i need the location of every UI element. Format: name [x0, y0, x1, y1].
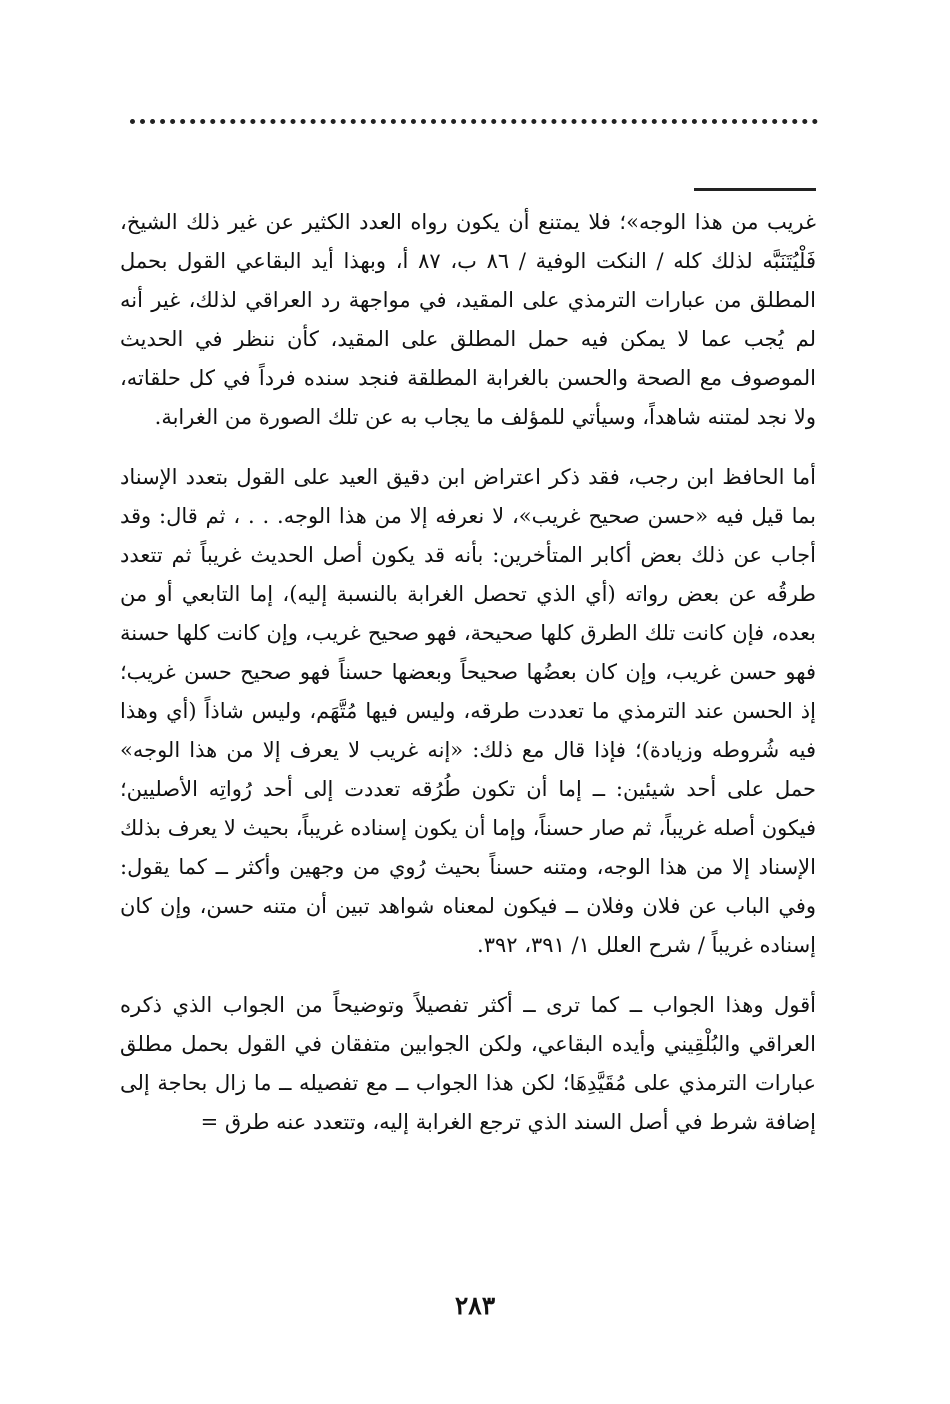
footnote-separator-rule: [694, 188, 816, 191]
footnote-paragraph-3: أقول وهذا الجواب ــ كما ترى ــ أكثر تفصيلاً وتوضيحاً من الجواب الذي ذكره العراقي والبُلْقِيني وأيده البقاعي، ولكن الجوابين متفقان في القول بحمل مطلق عبارات الترمذي على مُقَيَّدِهَا؛ لكن هذا الجواب ــ مع تفصيله ــ ما زال بحاجة إلى إضافة شرط في أصل السند الذي ترجع الغرابة إليه، وتتعدد عنه طرق =: [120, 993, 816, 1134]
footnote-paragraph-2: أما الحافظ ابن رجب، فقد ذكر اعتراض ابن دقيق العيد على القول بتعدد الإسناد بما قيل فيه «حسن صحيح غريب»، لا نعرفه إلا من هذا الوجه. . . ، ثم قال: وقد أجاب عن ذلك بعض أكابر المتأخرين: بأنه قد يكون أصل الحديث غريباً ثم تتعدد طرقُه عن بعض رواته (أي الذي تحصل الغرابة بالنسبة إليه)، إما التابعي أو من بعده، فإن كانت تلك الطرق كلها صحيحة، فهو صحيح غريب، وإن كانت كلها حسنة فهو حسن غريب، وإن كان بعضُها صحيحاً وبعضها حسناً فهو صحيح حسن غريب؛ إذ الحسن عند الترمذي ما تعددت طرقه، وليس فيها مُتَّهَم، وليس شاذاً (أي وهذا فيه شُروطه وزيادة)؛ فإذا قال مع ذلك: «إنه غريب لا يعرف إلا من هذا الوجه» حمل على أحد شيئين: ــ إما أن تكون طُرُقه تعددت إلى أحد رُواتِه الأصليين؛ فيكون أصله غريباً، ثم صار حسناً، وإما أن يكون إسناده غريباً، بحيث لا يعرف بذلك الإسناد إلا من هذا الوجه، ومتنه حسناً بحيث رُوي من وجهين وأكثر ــ كما يقول: وفي الباب عن فلان وفلان ــ فيكون لمعناه شواهد تبين أن متنه حسن، وإن كان إسناده غريباً / شرح العلل ١/ ٣٩١، ٣٩٢.: [120, 465, 816, 957]
header-dotted-rule: [130, 119, 818, 124]
footnote-text-block: [120, 203, 816, 1142]
footnote-paragraph-1: غريب من هذا الوجه»؛ فلا يمتنع أن يكون رواه العدد الكثير عن غير ذلك الشيخ، فَلْيُتَنَبَّه لذلك كله / النكت الوفية / ٨٦ ب، ٨٧ أ، وبهذا أيد البقاعي القول بحمل المطلق من عبارات الترمذي على المقيد، في مواجهة رد العراقي لذلك، غير أنه لم يُجب عما لا يمكن فيه حمل المطلق على المقيد، كأن ننظر في الحديث الموصوف مع الصحة والحسن بالغرابة المطلقة فنجد سنده فرداً في كل حلقاته، ولا نجد لمتنه شاهداً، وسيأتي للمؤلف ما يجاب به عن تلك الصورة من الغرابة.: [120, 210, 816, 429]
page-number: ٢٨٣: [454, 1291, 496, 1320]
